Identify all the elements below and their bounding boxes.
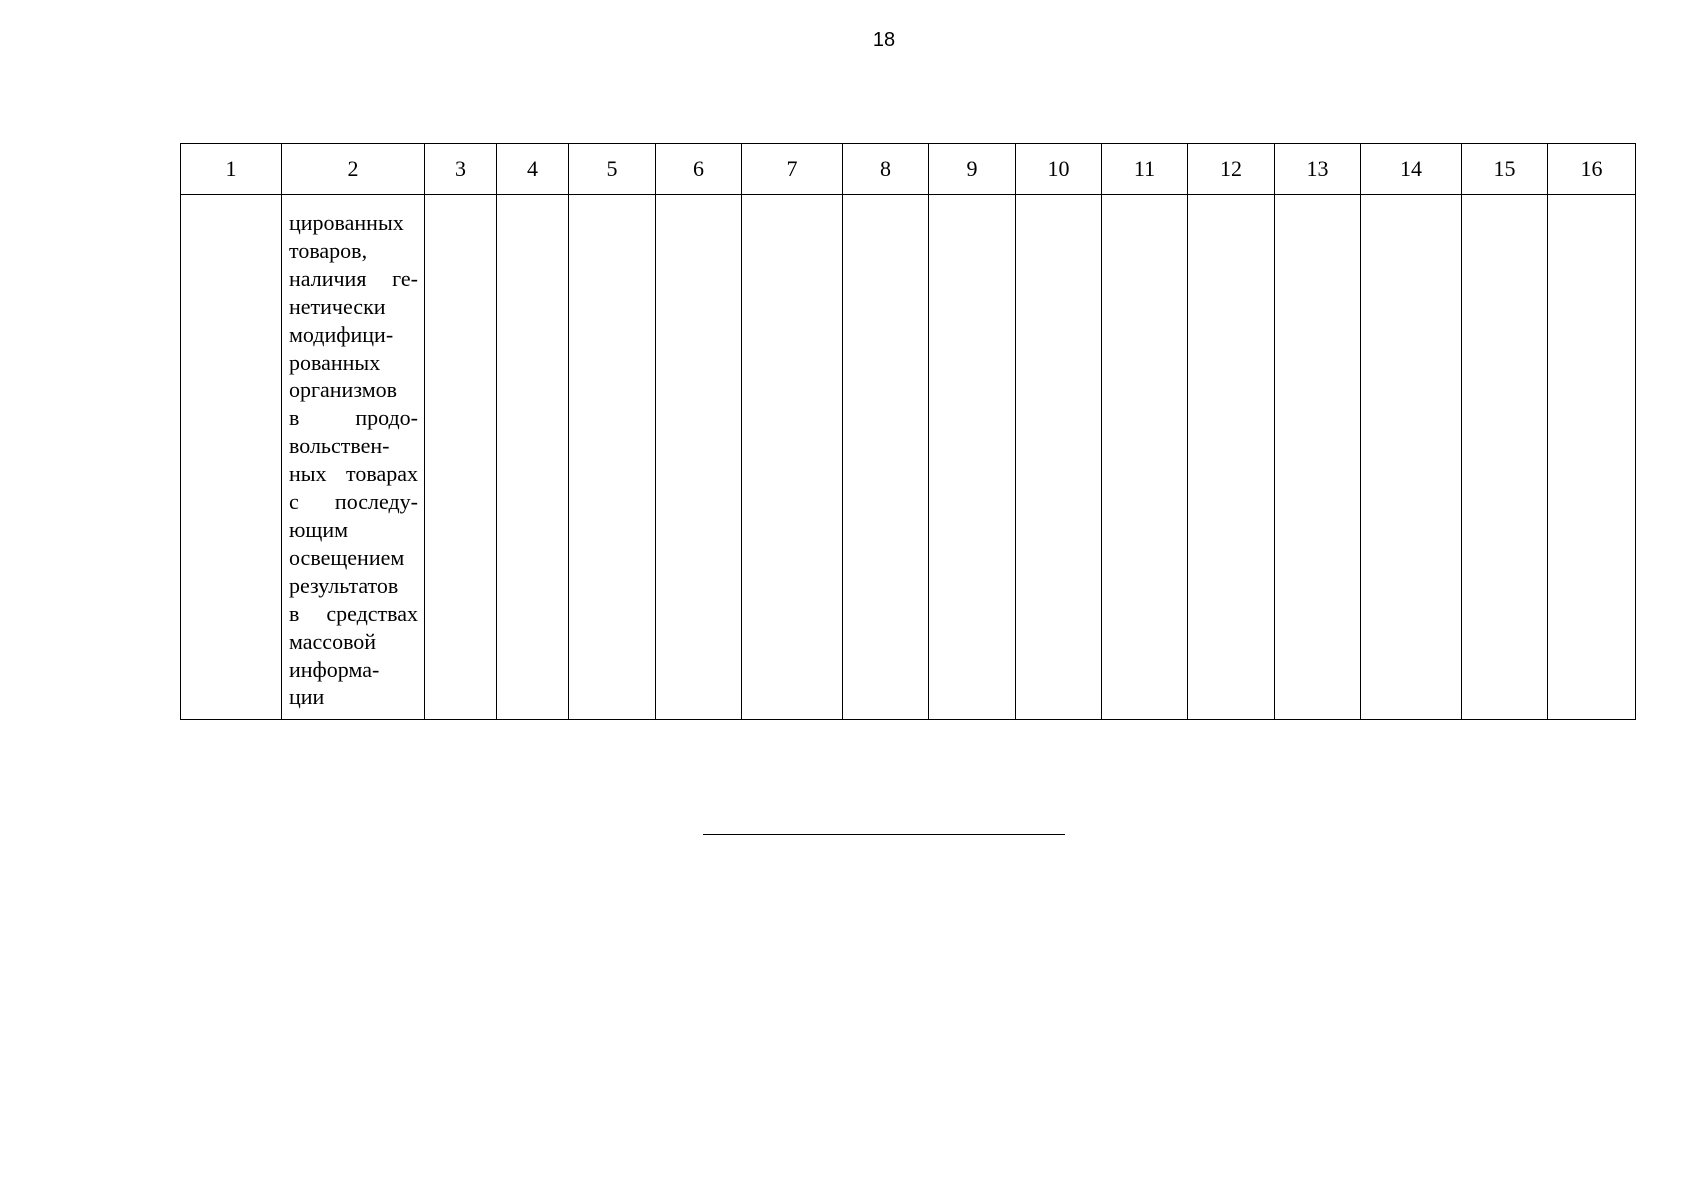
table-cell [1102,195,1188,720]
text-line: освещением [289,544,405,570]
table-cell [843,195,929,720]
table-cell [425,195,497,720]
text-line: в продо- [289,405,418,431]
table-cell [656,195,742,720]
table-cell [569,195,656,720]
text-line: цированных [289,210,404,235]
table-cell [1016,195,1102,720]
column-header: 1 [181,144,282,195]
text-line: ных товарах [289,461,418,487]
table-cell [1275,195,1361,720]
footer-divider [703,834,1065,835]
text-line: ющим [289,516,349,542]
column-header: 9 [929,144,1016,195]
column-header: 6 [656,144,742,195]
description-text [282,195,424,711]
column-header: 7 [742,144,843,195]
column-header: 15 [1462,144,1548,195]
header-row [181,144,1636,195]
text-line: результатов [289,572,399,598]
table-cell [1361,195,1462,720]
text-line: нетически [289,293,386,319]
column-header: 4 [497,144,569,195]
table-cell [282,195,425,720]
text-line: в средствах [289,600,418,626]
text-line: рованных [289,349,381,375]
column-header: 13 [1275,144,1361,195]
column-header: 11 [1102,144,1188,195]
text-line: товаров, [289,237,368,263]
text-line: с последу- [289,489,418,515]
page-number: 18 [872,29,896,51]
text-line: массовой [289,628,377,654]
table-row [181,195,1636,720]
table-cell [742,195,843,720]
data-table [180,143,1636,720]
table-cell [497,195,569,720]
text-line: наличия ге- [289,265,418,291]
column-header: 16 [1548,144,1636,195]
column-header: 14 [1361,144,1462,195]
table-cell [181,195,282,720]
text-line: ции [289,684,325,710]
column-header: 10 [1016,144,1102,195]
column-header: 2 [282,144,425,195]
text-line: организмов [289,377,398,403]
text-line: информа- [289,656,380,682]
column-header: 5 [569,144,656,195]
text-line: модифици- [289,321,394,347]
table-cell [1188,195,1275,720]
column-header: 12 [1188,144,1275,195]
table-cell [1548,195,1636,720]
column-header: 8 [843,144,929,195]
column-header: 3 [425,144,497,195]
text-line: вольствен- [289,433,390,459]
table-cell [1462,195,1548,720]
table-cell [929,195,1016,720]
